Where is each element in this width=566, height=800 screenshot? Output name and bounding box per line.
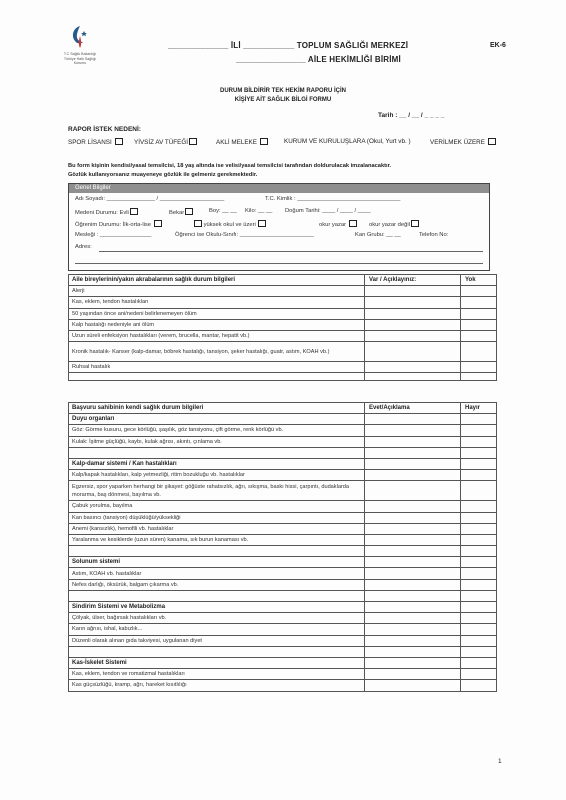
condition-label: Çabuk yorulma, bayılma xyxy=(69,501,365,512)
family-row xyxy=(69,297,497,308)
no-cell[interactable] xyxy=(461,512,497,523)
health-row xyxy=(69,624,497,635)
yes-explanation-cell[interactable] xyxy=(365,579,461,590)
form-title-1: DURUM BİLDİRİR TEK HEKİM RAPORU İÇİN xyxy=(220,88,346,94)
yes-explanation-cell[interactable] xyxy=(365,425,461,436)
personal-health-table xyxy=(68,402,497,692)
option-label: SPOR LİSANSI xyxy=(68,139,112,146)
condition-label: Kalp hastalığı nedeniyle ani ölüm xyxy=(69,319,365,330)
health-row xyxy=(69,680,497,691)
instructions xyxy=(68,162,528,180)
condition-label: Düzenli olarak alınan gıda takviyesi, uygulanan diyet xyxy=(69,635,365,646)
condition-label: Kas, eklem, tendon ve romatizmal hastalıkları xyxy=(69,669,365,680)
student-field[interactable]: Öğrenci ise Okulu-Sınıfı: _______________________ xyxy=(175,232,314,238)
option-institutions[interactable] xyxy=(284,138,411,145)
label: Medeni Durumu: Evli xyxy=(75,210,129,216)
condition-label: Nefes darlığı, öksürük, balgam çıkarma vb. xyxy=(69,579,365,590)
yes-explanation-cell[interactable] xyxy=(365,512,461,523)
checkbox[interactable] xyxy=(154,220,162,227)
condition-label: Kulak: İşitme güçlüğü, kaybı, kulak ağrısı, akıntı, çınlama vb. xyxy=(69,436,365,447)
option-label: KURUM VE KURULUŞLARA (Okul, Yurt vb. ) xyxy=(284,138,411,145)
no-cell[interactable] xyxy=(461,613,497,624)
health-row xyxy=(69,447,497,458)
family-row xyxy=(69,286,497,297)
health-section-row xyxy=(69,557,497,568)
checkbox[interactable] xyxy=(258,220,266,227)
no-cell[interactable] xyxy=(461,319,497,330)
health-header-3: Hayır xyxy=(461,403,497,414)
edu-primary[interactable] xyxy=(75,220,162,228)
health-row xyxy=(69,646,497,657)
header-line-2: _______________ AİLE HEKİMLİĞİ BİRİMİ xyxy=(236,55,401,64)
no-cell[interactable] xyxy=(461,669,497,680)
condition-label: Yaralanma ve kesiklerde (uzun süren) kanama, sık burun kanaması vb. xyxy=(69,534,365,545)
yes-explanation-cell[interactable] xyxy=(365,546,461,557)
page-number: 1 xyxy=(498,758,502,765)
family-row xyxy=(69,342,497,362)
condition-label: Uzun süreli enfeksiyon hastalıkları (verem, brucella, mantar, hepatit vb.) xyxy=(69,330,365,341)
yes-explanation-cell[interactable] xyxy=(365,297,461,308)
label: Bekar xyxy=(169,210,185,216)
no-cell[interactable] xyxy=(461,330,497,341)
checkbox[interactable] xyxy=(194,220,202,227)
condition-label: Alerji xyxy=(69,286,365,297)
condition-label xyxy=(69,646,365,657)
label: yüksek okul ve üzeri xyxy=(203,222,256,228)
no-cell[interactable] xyxy=(461,425,497,436)
yes-explanation-cell[interactable] xyxy=(365,669,461,680)
health-row xyxy=(69,534,497,545)
yes-explanation-cell[interactable] xyxy=(365,470,461,481)
no-cell[interactable] xyxy=(461,286,497,297)
yes-explanation-cell[interactable] xyxy=(365,534,461,545)
health-row xyxy=(69,613,497,624)
section-title: Kalp-damar sistemi / Kan hastalıkları xyxy=(69,458,365,469)
date-field[interactable]: Tarih : __ / __ / _ _ _ _ xyxy=(378,112,445,119)
health-row xyxy=(69,481,497,501)
no-cell[interactable] xyxy=(461,546,497,557)
weight-field[interactable]: Kilo: __ __ xyxy=(245,208,273,214)
condition-label xyxy=(69,590,365,601)
crescent-star-icon xyxy=(68,22,92,52)
yes-explanation-cell[interactable] xyxy=(365,330,461,341)
family-header-2: Var / Açıklayınız: xyxy=(365,275,461,286)
health-row xyxy=(69,436,497,447)
job-field[interactable]: Mesleği : ________________ xyxy=(75,232,152,238)
no-cell[interactable] xyxy=(461,624,497,635)
checkbox[interactable] xyxy=(260,138,268,145)
family-row xyxy=(69,308,497,319)
yes-explanation-cell[interactable] xyxy=(365,373,461,381)
condition-label: Kas güçsüzlüğü, kramp, ağrı, hareket kısıtlılığı xyxy=(69,680,365,691)
health-row xyxy=(69,669,497,680)
option-label: YİVSİZ AV TÜFEĞİ xyxy=(134,139,189,146)
yes-explanation-cell[interactable] xyxy=(365,342,461,362)
section-title: Solunum sistemi xyxy=(69,557,365,568)
edu-university[interactable] xyxy=(193,220,266,228)
health-header-1: Başvuru sahibinin kendi sağlık durum bilgileri xyxy=(69,403,365,414)
health-row xyxy=(69,470,497,481)
phone-field[interactable]: Telefon No: xyxy=(419,232,449,238)
no-cell[interactable] xyxy=(461,568,497,579)
form-title-2: KİŞİYE AİT SAĞLIK BİLGİ FORMU xyxy=(234,97,332,103)
checkbox[interactable] xyxy=(130,208,138,215)
marital-single[interactable] xyxy=(169,208,193,216)
option-to-be-given[interactable] xyxy=(430,138,496,146)
checkbox[interactable] xyxy=(115,138,123,145)
ministry-logo xyxy=(58,22,102,66)
no-cell[interactable] xyxy=(461,635,497,646)
no-cell[interactable] xyxy=(461,646,497,657)
no-cell[interactable] xyxy=(461,436,497,447)
condition-label: 50 yaşından önce ani/nedeni belirlenemeyen ölüm xyxy=(69,308,365,319)
health-header-row xyxy=(69,403,497,414)
instruction-2: Gözlük kullanıyorsanız muayeneye gözlük ile gelmeniz gerekmektedir. xyxy=(68,172,258,178)
yes-explanation-cell[interactable] xyxy=(365,646,461,657)
general-info-box xyxy=(68,183,490,271)
option-mental[interactable] xyxy=(216,138,268,146)
yes-explanation-cell[interactable] xyxy=(365,624,461,635)
yes-explanation-cell[interactable] xyxy=(365,362,461,373)
no-cell[interactable] xyxy=(461,579,497,590)
health-row xyxy=(69,501,497,512)
condition-label xyxy=(69,447,365,458)
health-section-row xyxy=(69,602,497,613)
yes-explanation-cell[interactable] xyxy=(365,286,461,297)
yes-explanation-cell[interactable] xyxy=(365,557,461,568)
family-row xyxy=(69,362,497,373)
family-header-row xyxy=(69,275,497,286)
label: okur yazar xyxy=(319,222,347,228)
yes-explanation-cell[interactable] xyxy=(365,680,461,691)
no-cell[interactable] xyxy=(461,470,497,481)
checkbox[interactable] xyxy=(488,138,496,145)
condition-label: Astım, KOAH vb. hastalıklar xyxy=(69,568,365,579)
address-line-2 xyxy=(75,263,483,264)
condition-label: Anemi (kansızlık), hemofili vb. hastalıklar xyxy=(69,523,365,534)
condition-label: Kan basıncı (tansiyon) düşüklüğü/yüksekliği xyxy=(69,512,365,523)
header-line-1: _____________ İLİ ___________ TOPLUM SAĞLIĞI MERKEZİ xyxy=(168,41,409,50)
condition-label: Göz: Görme kusuru, gece körlüğü, şaşılık, göz tansiyonu, çift görme, renk körlüğü vb. xyxy=(69,425,365,436)
name-field[interactable]: Adı Soyadı: _______________ / ____________________ xyxy=(75,196,225,202)
yes-explanation-cell[interactable] xyxy=(365,447,461,458)
no-cell[interactable] xyxy=(461,534,497,545)
health-section-row xyxy=(69,657,497,668)
family-header-3: Yok xyxy=(461,275,497,286)
yes-explanation-cell[interactable] xyxy=(365,458,461,469)
no-cell[interactable] xyxy=(461,501,497,512)
logo-text-2: Türkiye Halk Sağlığı xyxy=(63,56,97,61)
yes-explanation-cell[interactable] xyxy=(365,308,461,319)
request-reason-label: RAPOR İSTEK NEDENİ: xyxy=(68,126,141,133)
condition-label: Kalp/kapak hastalıkları, kalp yetmezliği, ritim bozukluğu vb. hastalıklar xyxy=(69,470,365,481)
family-row xyxy=(69,330,497,341)
logo-text-3: Kurumu xyxy=(73,61,87,65)
yes-explanation-cell[interactable] xyxy=(365,436,461,447)
condition-label: Kas, eklem, tendon hastalıkları xyxy=(69,297,365,308)
yes-explanation-cell[interactable] xyxy=(365,523,461,534)
no-cell[interactable] xyxy=(461,602,497,613)
option-label: AKLİ MELEKE xyxy=(216,139,257,146)
yes-explanation-cell[interactable] xyxy=(365,568,461,579)
family-header-1: Aile bireylerinin/yakın akrabalarının sağlık durum bilgileri xyxy=(69,275,365,286)
condition-label: Egzersiz, spor yaparken herhangi bir şikayet: göğüste rahatsızlık, ağrı, sıkışma, baskı hissi, çarpıntı, dudaklarda morarma, baş dönmesi, bayılma vb. xyxy=(69,481,365,501)
condition-label: Kronik hastalık- Kanser (kalp-damar, böbrek hastalığı, tansiyon, şeker hastalığı, guatr, astım, KOAH vb.) xyxy=(69,342,365,362)
checkbox[interactable] xyxy=(185,208,193,215)
condition-label: Çölyak, ülser, bağırsak hastalıkları vb. xyxy=(69,613,365,624)
section-title: Sindirim Sistemi ve Metabolizma xyxy=(69,602,365,613)
no-cell[interactable] xyxy=(461,447,497,458)
condition-label: Karın ağrısı, ishal, kabızlık... xyxy=(69,624,365,635)
health-row xyxy=(69,568,497,579)
yes-explanation-cell[interactable] xyxy=(365,481,461,501)
section-title: Duyu organları xyxy=(69,414,365,425)
health-row xyxy=(69,512,497,523)
health-row xyxy=(69,635,497,646)
checkbox[interactable] xyxy=(189,138,197,145)
marital-married[interactable] xyxy=(75,208,138,216)
no-cell[interactable] xyxy=(461,481,497,501)
option-shotgun[interactable] xyxy=(134,138,197,146)
health-row xyxy=(69,523,497,534)
health-section-row xyxy=(69,458,497,469)
edu-literate[interactable] xyxy=(319,220,357,228)
checkbox[interactable] xyxy=(349,220,357,227)
form-code: EK-6 xyxy=(490,42,506,49)
tc-id-field[interactable]: T.C. Kimlik : ________________________________ xyxy=(265,196,401,202)
section-title: Kas-İskelet Sistemi xyxy=(69,657,365,668)
logo-text-1: T.C Sağlık Bakanlığı xyxy=(63,52,97,56)
label: Öğrenim Durumu: İlk-orta-lise xyxy=(75,222,152,228)
no-cell[interactable] xyxy=(461,557,497,568)
no-cell[interactable] xyxy=(461,373,497,381)
health-row xyxy=(69,546,497,557)
health-row xyxy=(69,579,497,590)
health-header-2: Evet/Açıklama xyxy=(365,403,461,414)
condition-label xyxy=(69,373,365,381)
yes-explanation-cell[interactable] xyxy=(365,319,461,330)
yes-explanation-cell[interactable] xyxy=(365,602,461,613)
no-cell[interactable] xyxy=(461,362,497,373)
no-cell[interactable] xyxy=(461,680,497,691)
condition-label: Ruhsal hastalık xyxy=(69,362,365,373)
health-section-row xyxy=(69,414,497,425)
no-cell[interactable] xyxy=(461,414,497,425)
blood-group-field[interactable]: Kan Grubu: __ __ xyxy=(355,232,401,238)
condition-label xyxy=(69,546,365,557)
yes-explanation-cell[interactable] xyxy=(365,590,461,601)
checkbox[interactable] xyxy=(411,220,419,227)
address-line xyxy=(99,251,483,252)
no-cell[interactable] xyxy=(461,297,497,308)
label: okur yazar değil xyxy=(369,222,410,228)
no-cell[interactable] xyxy=(461,657,497,668)
general-info-title: Genel Bilgiler xyxy=(69,184,489,193)
no-cell[interactable] xyxy=(461,590,497,601)
yes-explanation-cell[interactable] xyxy=(365,501,461,512)
yes-explanation-cell[interactable] xyxy=(365,613,461,624)
yes-explanation-cell[interactable] xyxy=(365,414,461,425)
option-label: VERİLMEK ÜZERE xyxy=(430,139,485,146)
no-cell[interactable] xyxy=(461,308,497,319)
family-row xyxy=(69,319,497,330)
yes-explanation-cell[interactable] xyxy=(365,657,461,668)
height-field[interactable]: Boy: __ __ xyxy=(209,208,237,214)
no-cell[interactable] xyxy=(461,458,497,469)
yes-explanation-cell[interactable] xyxy=(365,635,461,646)
family-row xyxy=(69,373,497,381)
address-field[interactable]: Adres: xyxy=(75,244,92,250)
edu-illiterate[interactable] xyxy=(369,220,419,228)
no-cell[interactable] xyxy=(461,523,497,534)
health-row xyxy=(69,425,497,436)
family-health-table xyxy=(68,274,497,381)
option-sports-license[interactable] xyxy=(68,138,123,146)
no-cell[interactable] xyxy=(461,342,497,362)
dob-field[interactable]: Doğum Tarihi: ____ / ____ / ____ xyxy=(285,208,371,214)
instruction-1: Bu form kişinin kendisi/yasal temsilcisi, 18 yaş altında ise velisi/yasal temsilcisi tarafından doldurulacak imzalanacaktır. xyxy=(68,163,392,169)
health-row xyxy=(69,590,497,601)
